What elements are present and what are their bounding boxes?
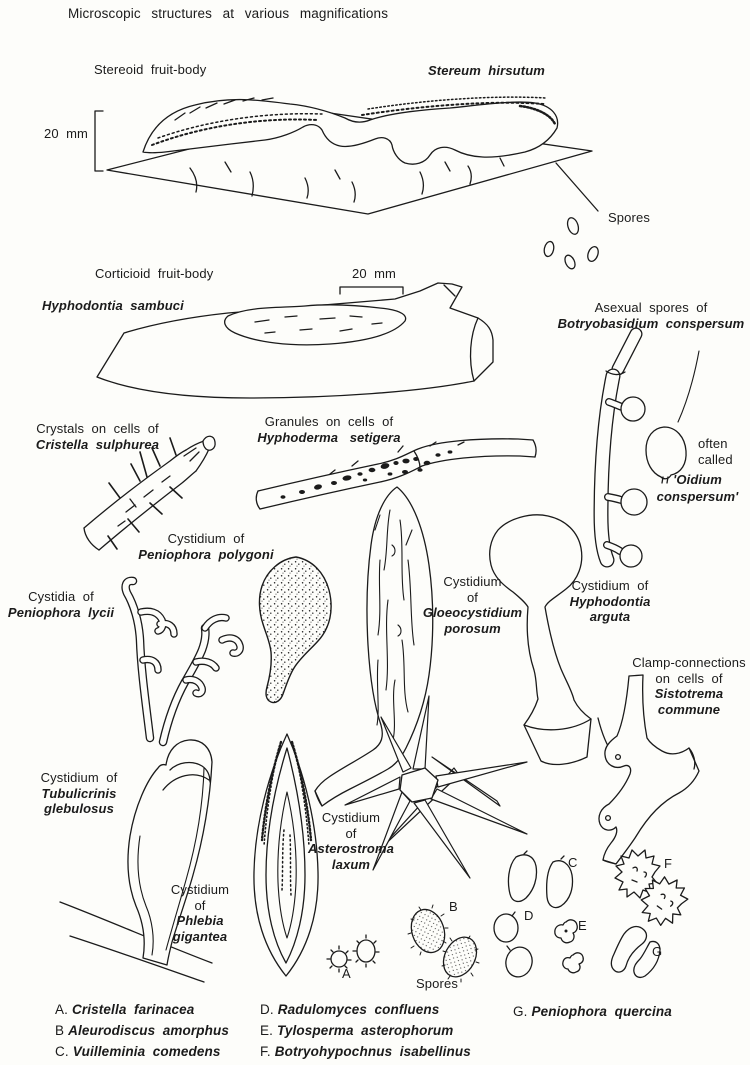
spore-letter-a: A xyxy=(342,966,351,981)
spore-letter-b: B xyxy=(449,899,458,914)
corticioid-label: Corticioid fruit-body xyxy=(95,266,214,281)
legend-item-b: B Aleurodiscus amorphus xyxy=(55,1023,230,1038)
legend-column-2 xyxy=(260,1002,471,1065)
legend-item-g: G. Peniophora quercina xyxy=(513,1004,672,1019)
sambuci-species: Hyphodontia sambuci xyxy=(42,298,184,313)
arguta-drawing xyxy=(490,515,591,765)
spores-c xyxy=(508,851,572,908)
lycii-drawing xyxy=(126,581,241,742)
teardrop-cystidium xyxy=(259,557,331,703)
stereum-fold-lines xyxy=(190,158,504,202)
often-called-note: often called xyxy=(698,436,733,467)
granules xyxy=(281,442,465,499)
hyphoderma-label: Granules on cells of Hyphoderma setigera xyxy=(257,414,401,445)
botryobasidium-label: Asexual spores of Botryobasidium conspersum xyxy=(557,300,745,331)
polygoni-drawing xyxy=(259,557,331,703)
lycii-label: Cystidia of Peniophora lycii xyxy=(7,589,115,620)
stereum-scale-label: 20 mm xyxy=(44,126,89,141)
legend-item-f: F. Botryohypochnus isabellinus xyxy=(260,1044,471,1059)
budding-spore xyxy=(620,545,642,567)
stereum-fruitbody xyxy=(143,100,558,165)
budding-spore xyxy=(621,397,645,421)
budding-spore xyxy=(621,489,647,515)
asterostroma-label: Cystidium of Asterostroma laxum xyxy=(307,810,395,872)
stereum-drawing xyxy=(95,97,600,270)
page-title: Microscopic structures at various magnifications xyxy=(68,6,389,21)
spore-letter-c: C xyxy=(568,855,578,870)
spores-b xyxy=(406,905,483,983)
spores-a xyxy=(327,935,379,972)
cut-end xyxy=(203,436,215,450)
oidium-synonym: 'Oidium conspersum' xyxy=(656,472,739,504)
stereum-species: Stereum hirsutum xyxy=(428,63,545,78)
scale-bar xyxy=(340,287,403,294)
spore-leader-line xyxy=(556,163,598,211)
gloeocystidium-label: Cystidium of Gloeocystidium porosum xyxy=(422,574,523,636)
legend-item-d: D. Radulomyces confluens xyxy=(260,1002,440,1017)
corticioid-scale-label: 20 mm xyxy=(352,266,397,281)
legend-column-3 xyxy=(513,1004,672,1025)
arguta-label: Cystidium of Hyphodontia arguta xyxy=(569,578,651,624)
bottom-spores-label: Spores xyxy=(416,976,458,991)
hyphal-tip-line xyxy=(678,351,699,422)
spore-letter-f: F xyxy=(664,856,673,871)
stereum-spores-label: Spores xyxy=(608,210,650,225)
spore-letter-d: D xyxy=(524,908,534,923)
legend-item-c: C. Vuilleminia comedens xyxy=(55,1044,221,1059)
spore-letter-g: G xyxy=(652,944,663,959)
cristella-label: Crystals on cells of Cristella sulphurea xyxy=(35,421,160,452)
phlebia-label: Cystidium of Phlebia gigantea xyxy=(170,882,230,944)
legend-item-e: E. Tylosperma asterophorum xyxy=(260,1023,454,1038)
stereum-spores xyxy=(543,216,600,270)
spores-f xyxy=(615,850,692,930)
stereoid-label: Stereoid fruit-body xyxy=(94,62,207,77)
polygoni-label: Cystidium of Peniophora polygoni xyxy=(138,531,274,562)
scale-bracket xyxy=(95,111,103,171)
legend-column-1 xyxy=(55,1002,229,1065)
sistotrema-label: Clamp-connections on cells of Sistotrema commune xyxy=(632,655,746,717)
botryobasidium-drawing xyxy=(601,334,699,567)
spore-letter-e: E xyxy=(578,918,587,933)
club-cystidium xyxy=(490,515,591,765)
legend-item-a: A. Cristella farinacea xyxy=(55,1002,195,1017)
tubulicrinis-label: Cystidium of Tubulicrinis glebulosus xyxy=(40,770,118,816)
